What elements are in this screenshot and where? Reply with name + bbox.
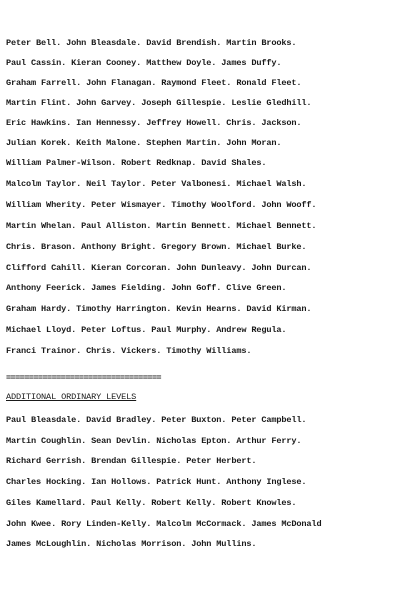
names-line: Malcolm Taylor. Neil Taylor. Peter Valbonesi. Michael Walsh. [6,179,307,189]
names-line: John Kwee. Rory Linden-Kelly. Malcolm McCormack. James McDonald [6,519,322,529]
names-line: Richard Gerrish. Brendan Gillespie. Peter Herbert. [6,456,257,466]
names-line: Paul Bleasdale. David Bradley. Peter Buxton. Peter Campbell. [6,415,307,425]
section-heading: ADDITIONAL ORDINARY LEVELS [6,392,137,402]
names-line: Anthony Feerick. James Fielding. John Goff. Clive Green. [6,283,287,293]
names-line: Eric Hawkins. Ian Hennessy. Jeffrey Howell. Chris. Jackson. [6,118,302,128]
names-line: William Palmer-Wilson. Robert Redknap. David Shales. [6,158,267,168]
names-line: Charles Hocking. Ian Hollows. Patrick Hunt. Anthony Inglese. [6,477,307,487]
names-line: William Wherity. Peter Wismayer. Timothy Woolford. John Wooff. [6,200,317,210]
names-line: Martin Flint. John Garvey. Joseph Gillespie. Leslie Gledhill. [6,98,312,108]
names-line: Martin Coughlin. Sean Devlin. Nicholas Epton. Arthur Ferry. [6,436,302,446]
names-line: James McLoughlin. Nicholas Morrison. John Mullins. [6,539,257,549]
names-line: Michael Lloyd. Peter Loftus. Paul Murphy. Andrew Regula. [6,325,287,335]
names-line: Paul Cassin. Kieran Cooney. Matthew Doyle. James Duffy. [6,58,282,68]
names-line: Graham Hardy. Timothy Harrington. Kevin Hearns. David Kirman. [6,304,312,314]
names-line: Franci Trainor. Chris. Vickers. Timothy Williams. [6,346,252,356]
names-line: Graham Farrell. John Flanagan. Raymond Fleet. Ronald Fleet. [6,78,302,88]
names-line: Martin Whelan. Paul Alliston. Martin Bennett. Michael Bennett. [6,221,317,231]
names-line: Peter Bell. John Bleasdale. David Brendish. Martin Brooks. [6,38,297,48]
names-line: Giles Kamellard. Paul Kelly. Robert Kelly. Robert Knowles. [6,498,297,508]
names-line: Julian Korek. Keith Malone. Stephen Martin. John Moran. [6,138,282,148]
separator-rule: ================================== [6,373,161,383]
names-line: Clifford Cahill. Kieran Corcoran. John Dunleavy. John Durcan. [6,263,312,273]
names-line: Chris. Brason. Anthony Bright. Gregory Brown. Michael Burke. [6,242,307,252]
